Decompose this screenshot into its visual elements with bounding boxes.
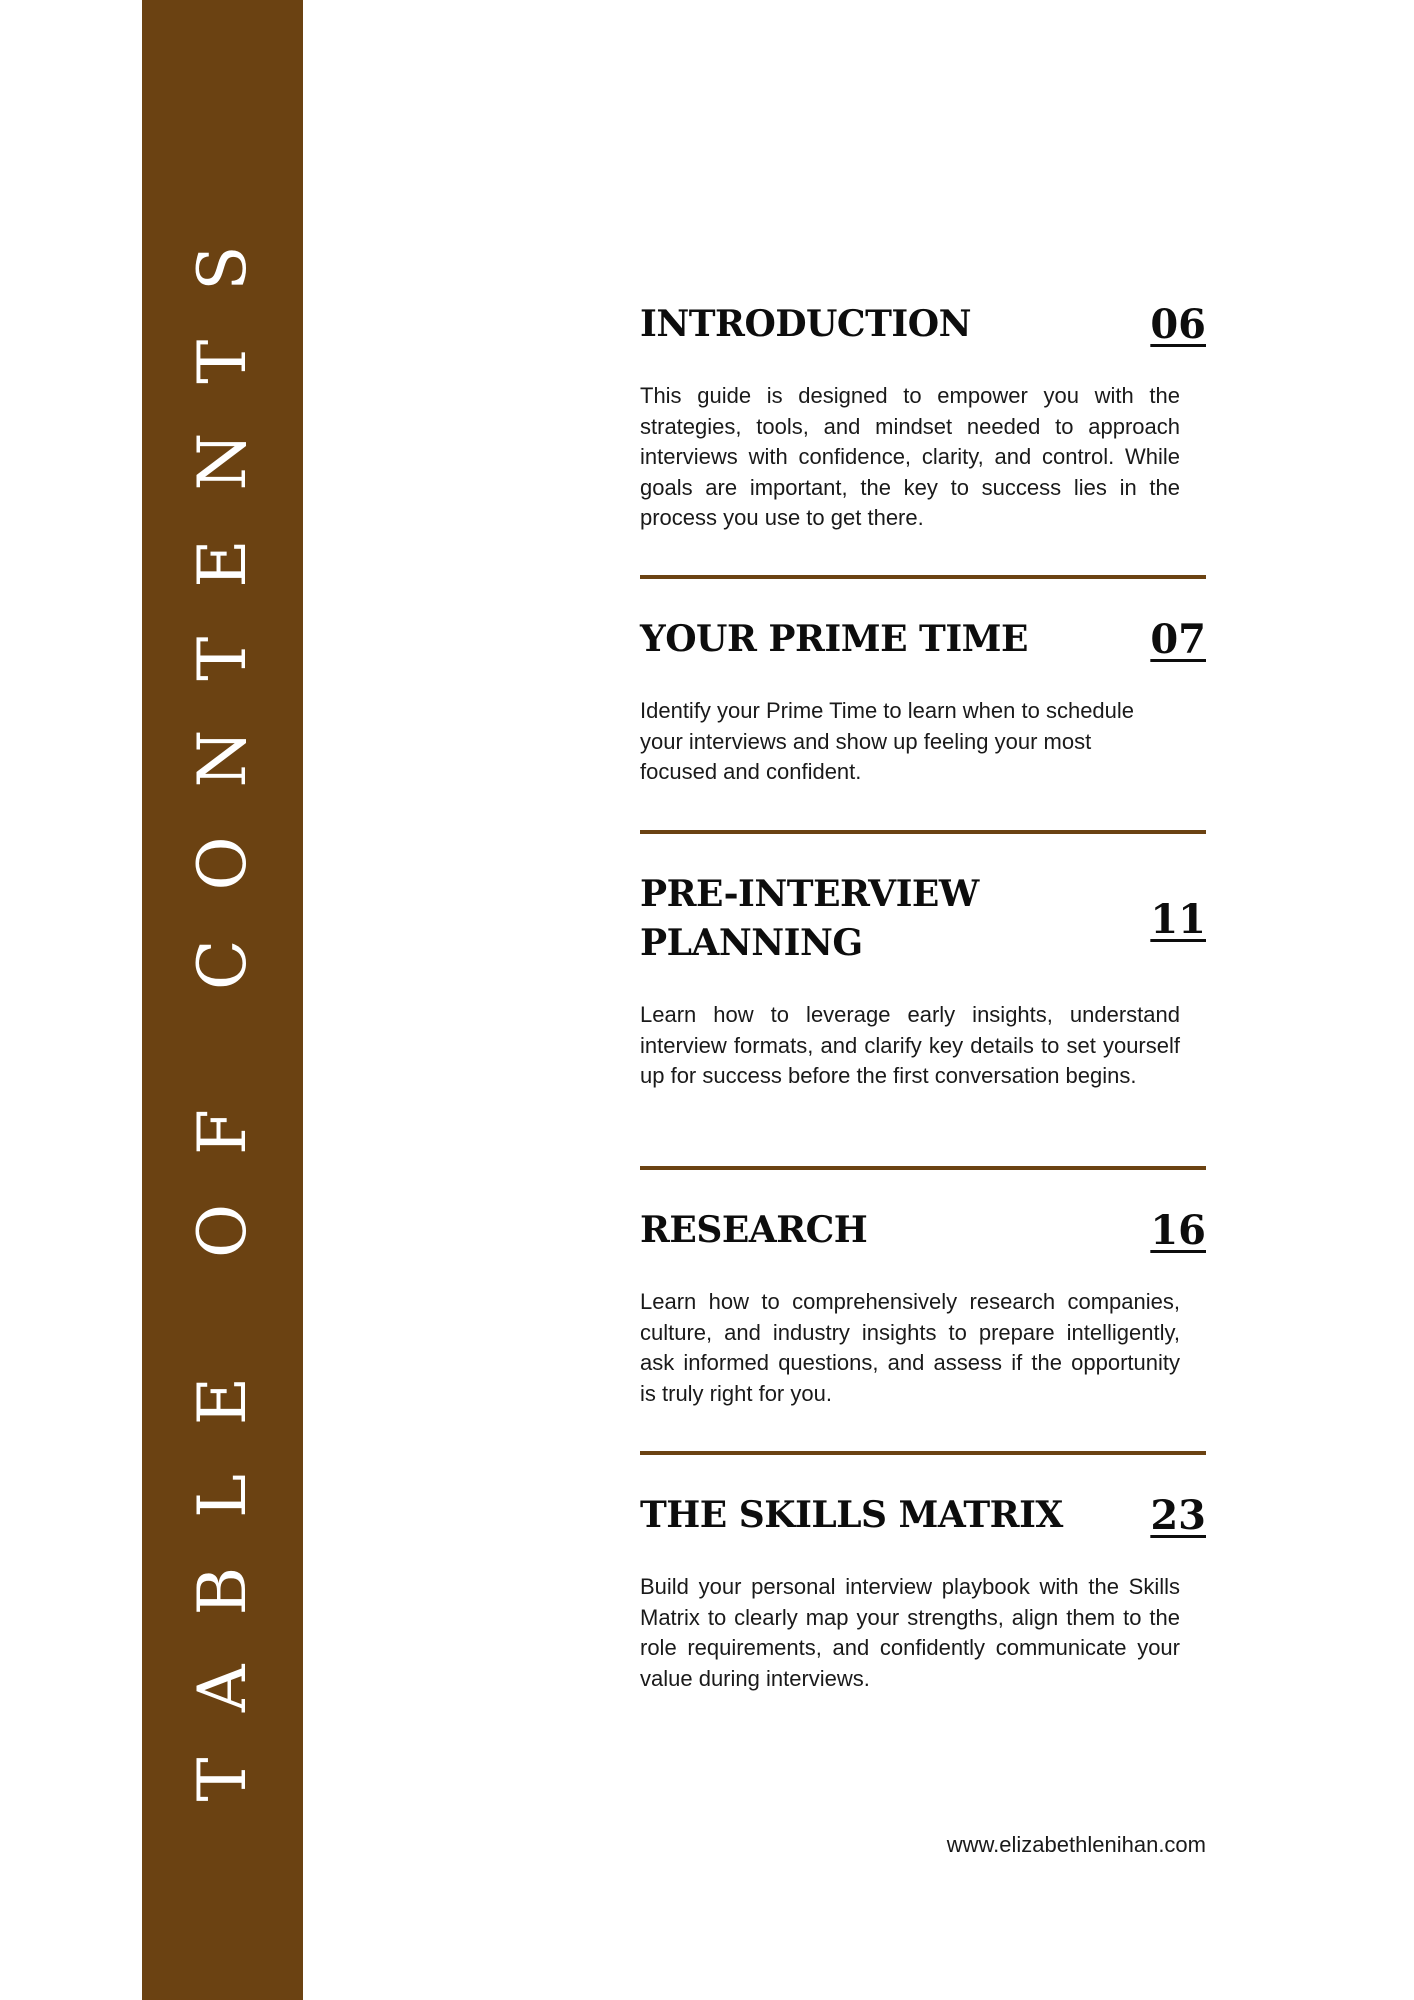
entry-page-number[interactable]: 16	[1150, 1207, 1206, 1254]
entry-title: PRE-INTERVIEW PLANNING	[640, 873, 979, 964]
sidebar-band	[142, 0, 303, 2000]
entry-description: Identify your Prime Time to learn when to schedule your interviews and show up feeling your most focused and confident.	[640, 698, 1135, 784]
entry-title: INTRODUCTION	[640, 303, 971, 345]
sidebar-title: TABLE OF CONTENTS	[183, 196, 261, 1802]
entry-page-number[interactable]: 23	[1150, 1492, 1206, 1539]
toc-entry-research[interactable]	[640, 1206, 1206, 1409]
website-link[interactable]: www.elizabethlenihan.com	[946, 1832, 1206, 1857]
section-divider	[640, 830, 1206, 834]
toc-entry-skills-matrix[interactable]	[640, 1491, 1206, 1694]
toc-entry-pre-interview-planning[interactable]	[640, 870, 1206, 1092]
entry-page-number[interactable]: 06	[1150, 301, 1206, 348]
section-divider	[640, 1451, 1206, 1455]
entry-title: THE SKILLS MATRIX	[640, 1494, 1063, 1536]
section-divider	[640, 1166, 1206, 1170]
entry-description: Learn how to comprehensively research companies, culture, and industry insights to prepare intelligently, ask informed questions, and assess if the opportunity is truly right for you.	[640, 1289, 1180, 1406]
entry-description: Learn how to leverage early insights, understand interview formats, and clarify key details to set yourself up for success before the first conversation begins.	[640, 1002, 1180, 1088]
entry-page-number[interactable]: 07	[1150, 616, 1206, 663]
toc-entry-prime-time[interactable]	[640, 615, 1206, 788]
entry-title: YOUR PRIME TIME	[640, 618, 1028, 660]
entry-page-number[interactable]: 11	[1150, 895, 1206, 943]
entry-description: This guide is designed to empower you with the strategies, tools, and mindset needed to approach interviews with confidence, clarity, and control. While goals are important, the key to success lies in the process you use to get there.	[640, 383, 1180, 530]
entry-description: Build your personal interview playbook with the Skills Matrix to clearly map your strengths, align them to the role requirements, and confidently communicate your value during interviews.	[640, 1574, 1180, 1691]
entry-title: RESEARCH	[640, 1209, 868, 1251]
toc-entry-introduction[interactable]	[640, 300, 1206, 534]
section-divider	[640, 575, 1206, 579]
